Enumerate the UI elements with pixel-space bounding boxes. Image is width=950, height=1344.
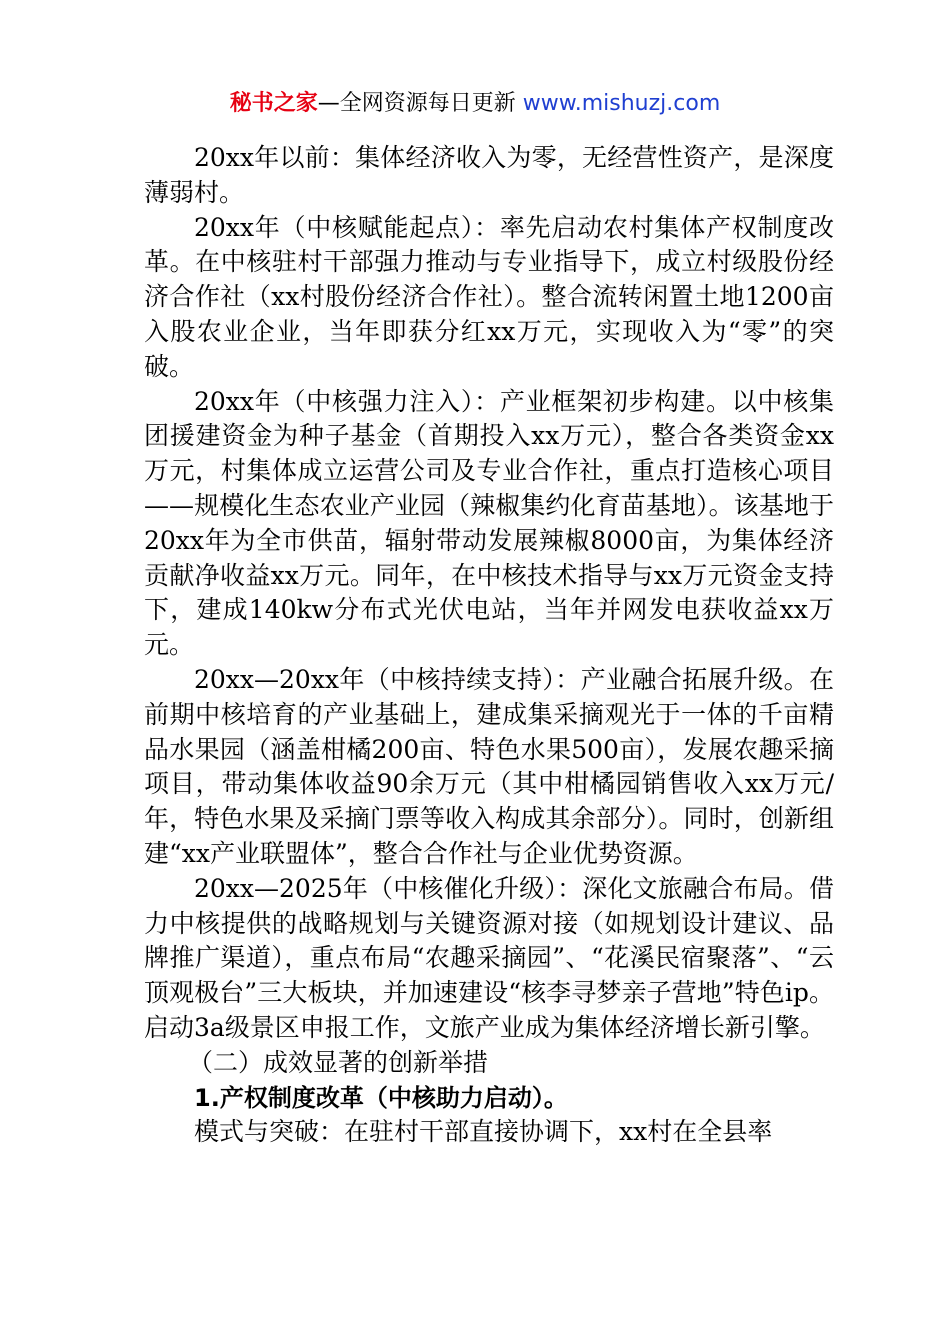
paragraph-strong-injection: 20xx年（中核强力注入）：产业框架初步构建。以中核集团援建资金为种子基金（首期投入xx万元），整合各类资金xx万元，村集体成立运营公司及专业合作社，重点打造核心项目——规模化生态农业产业园（辣椒集约化育苗基地）。该基地于20xx年为全市供苗，辐射带动发展辣椒8000亩，为集体经济贡献净收益xx万元。同年，在中核技术指导与xx万元资金支持下，建成140kw分布式光伏电站，当年并网发电获收益xx万元。 — [144, 386, 834, 660]
paragraph-empowerment-start: 20xx年（中核赋能起点）：率先启动农村集体产权制度改革。在中核驻村干部强力推动与专业指导下，成立村级股份经济合作社（xx村股份经济合作社）。整合流转闲置土地1200亩入股农业企业，当年即获分红xx万元，实现收入为“零”的突破。 — [144, 212, 834, 381]
document-body — [144, 141, 834, 1150]
header-site-link[interactable]: www.mishuzj.com — [522, 91, 721, 116]
header-dash: — — [317, 91, 340, 116]
subsection-heading: 1.产权制度改革（中核助力启动）。 — [194, 1083, 568, 1112]
paragraph-before-20xx: 20xx年以前：集体经济收入为零，无经营性资产，是深度薄弱村。 — [144, 143, 834, 207]
header-brand: 秘书之家 — [229, 91, 318, 116]
header-tagline: 全网资源每日更新 — [339, 91, 516, 116]
paragraph-model-breakthrough: 模式与突破：在驻村干部直接协调下，xx村在全县率 — [194, 1117, 773, 1147]
paragraph-continued-support: 20xx—20xx年（中核持续支持）：产业融合拓展升级。在前期中核培育的产业基础上，建成集采摘观光于一体的千亩精品水果园（涵盖柑橘200亩、特色水果500亩），发展农趣采摘项目，带动集体收益90余万元（其中柑橘园销售收入xx万元/年，特色水果及采摘门票等收入构成其余部分）。同时，创新组建“xx产业联盟体”，整合合作社与企业优势资源。 — [144, 664, 834, 868]
document-header — [0, 88, 950, 120]
paragraph-catalytic-upgrade: 20xx—2025年（中核催化升级）：深化文旅融合布局。借力中核提供的战略规划与关键资源对接（如规划设计建议、品牌推广渠道），重点布局“农趣采摘园”、“花溪民宿聚落”、“云顶观极台”三大板块，并加速建设“核李寻梦亲子营地”特色ip。启动3a级景区申报工作，文旅产业成为集体经济增长新引擎。 — [144, 873, 834, 1042]
section-heading: （二）成效显著的创新举措 — [188, 1047, 489, 1077]
